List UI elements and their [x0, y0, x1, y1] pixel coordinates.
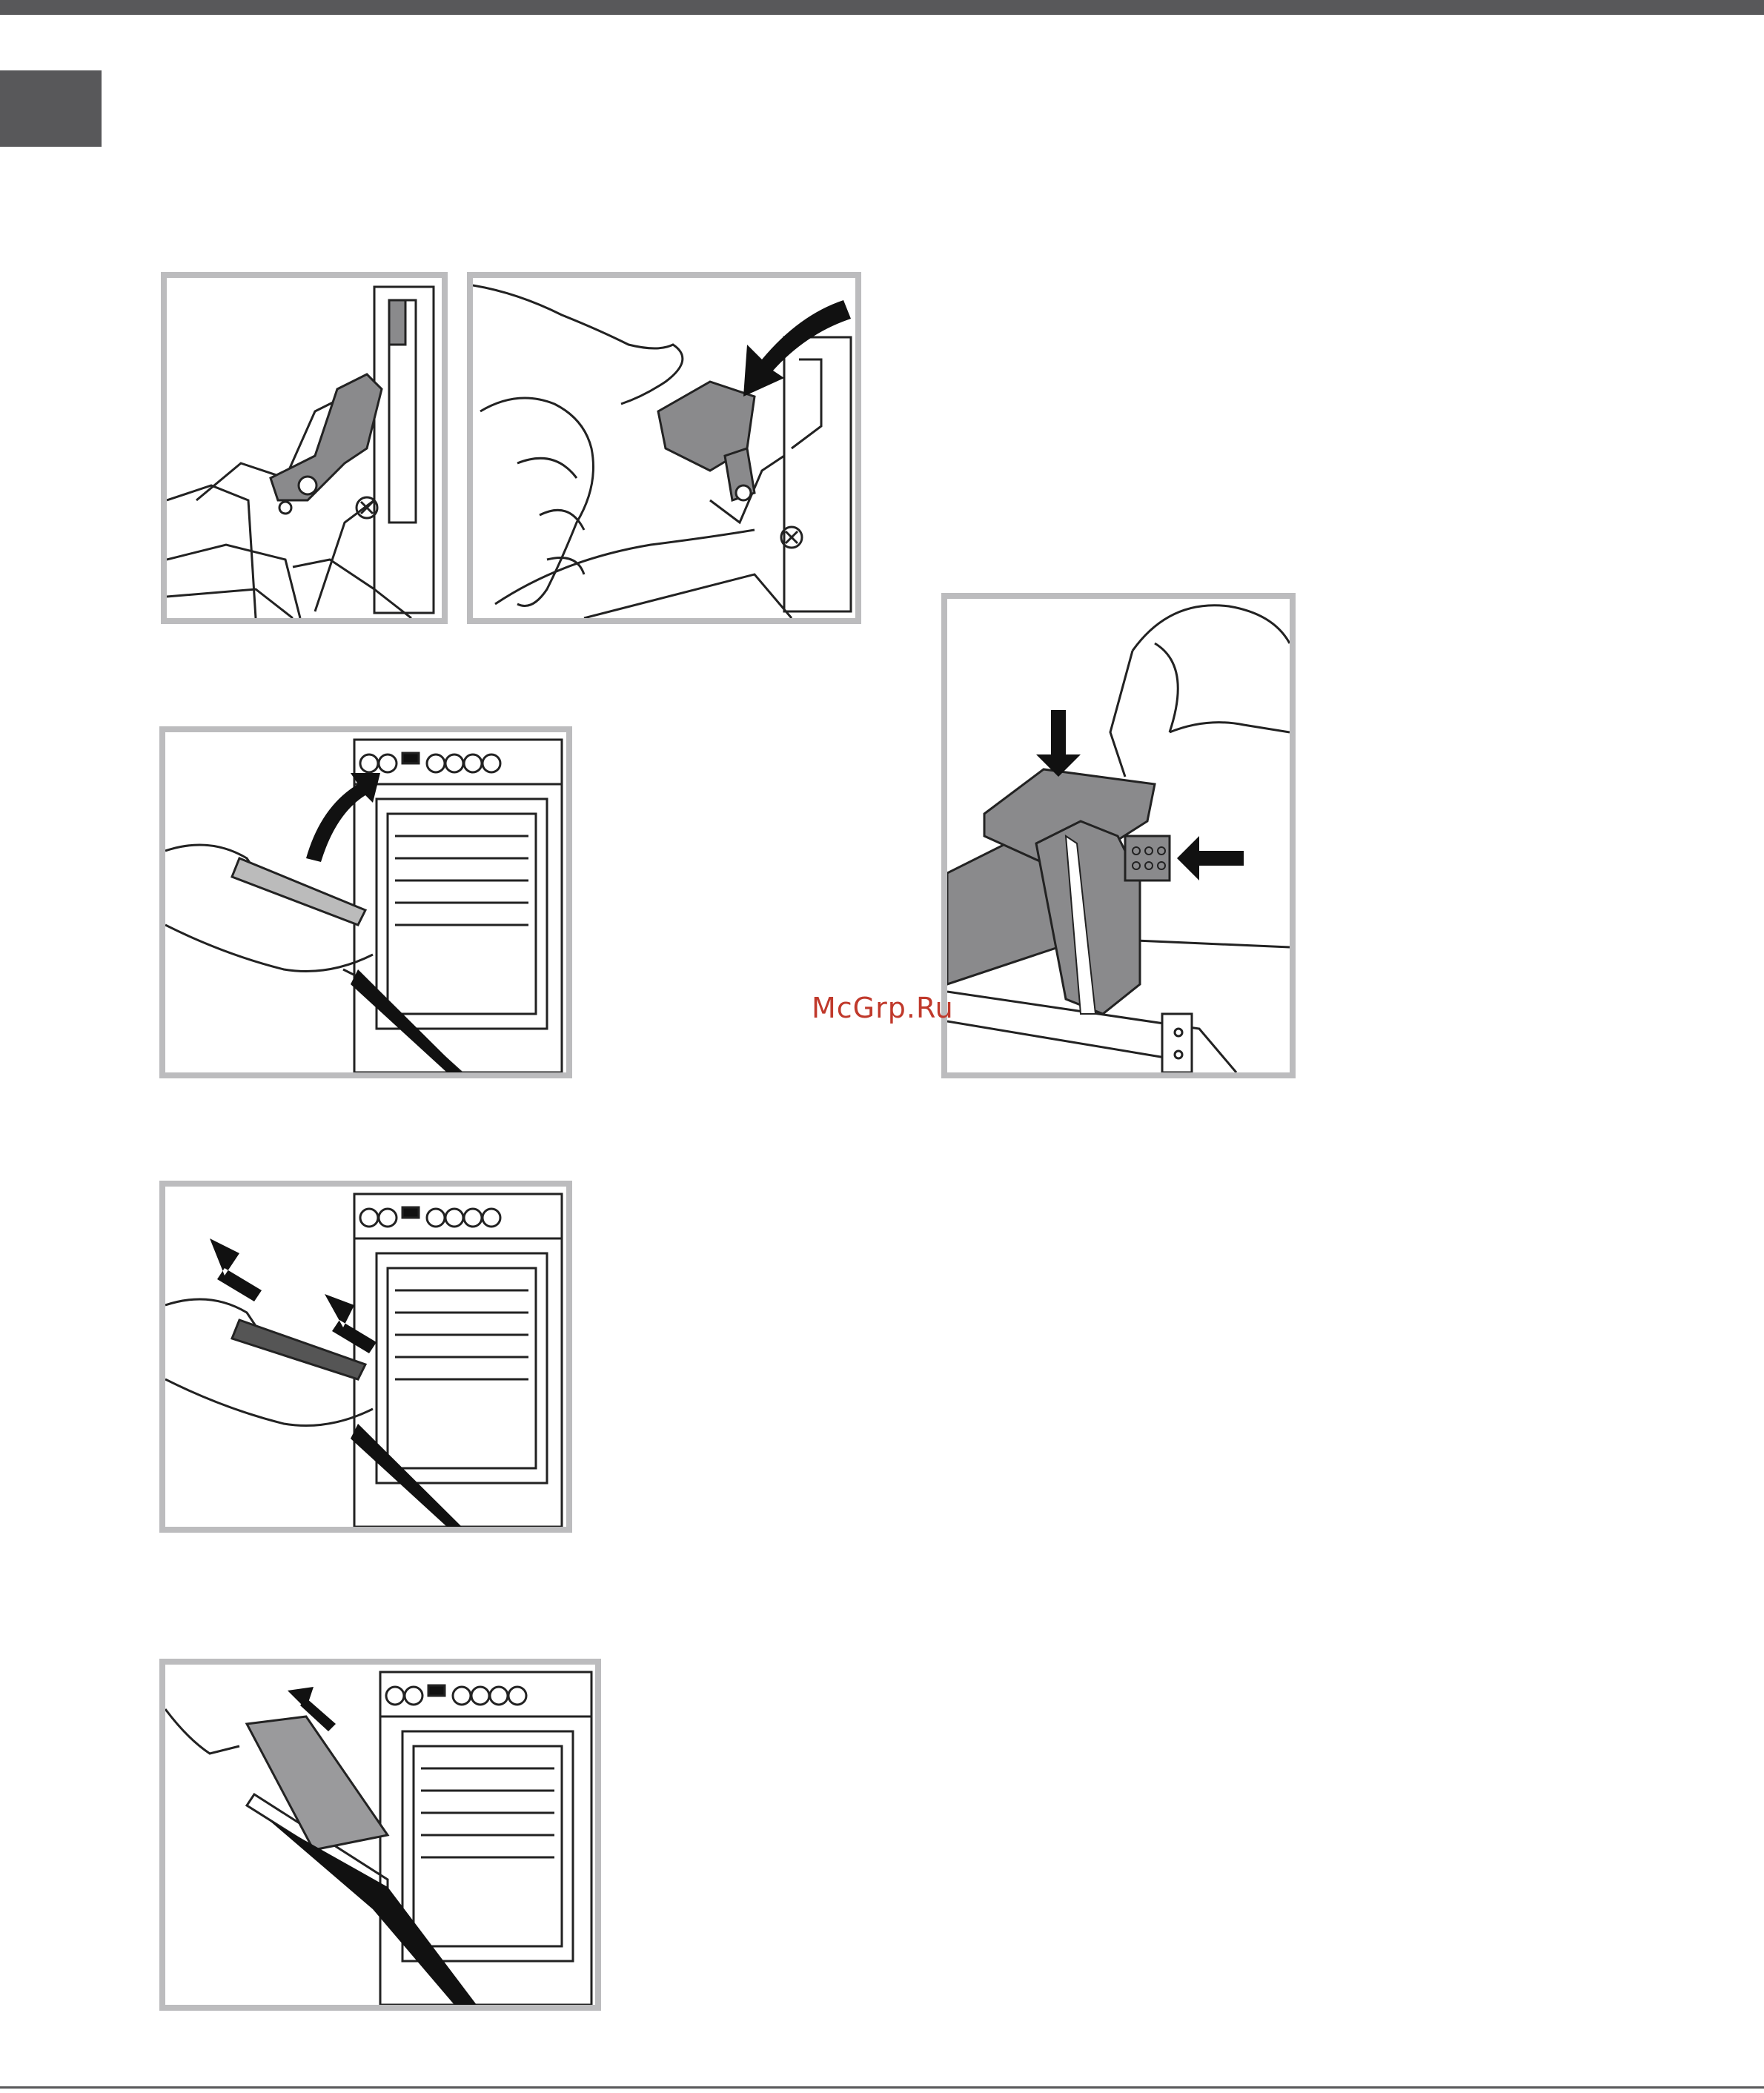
arrow-icon: [743, 300, 851, 397]
section-tab: [0, 70, 102, 147]
arrow-icon: [1036, 710, 1081, 777]
door-hinge-lever-icon: [167, 278, 442, 618]
oven-door-lift-icon: [165, 732, 566, 1072]
arrow-icon: [1177, 836, 1244, 880]
figure-glass-panel-removal: [159, 1659, 601, 2011]
figure-door-lift-out: [159, 726, 572, 1078]
arrow-icon: [306, 773, 380, 862]
figure-door-tilt-out: [159, 1181, 572, 1533]
arrow-icon: [325, 1294, 377, 1353]
figure-hinge-lever-closed: [161, 272, 448, 624]
trim-clip-press-icon: [947, 599, 1290, 1072]
arrow-icon: [210, 1238, 262, 1301]
figure-hinge-lever-lift: [467, 272, 861, 624]
header-bar: [0, 0, 1764, 15]
oven-door-tilt-icon: [165, 1187, 566, 1527]
footer-rule: [0, 2086, 1764, 2089]
hand-lifting-hinge-lever-icon: [473, 278, 855, 618]
figure-door-trim-press: [941, 593, 1296, 1078]
watermark: McGrp.Ru: [812, 992, 954, 1024]
glass-panel-slide-icon: [165, 1665, 595, 2005]
